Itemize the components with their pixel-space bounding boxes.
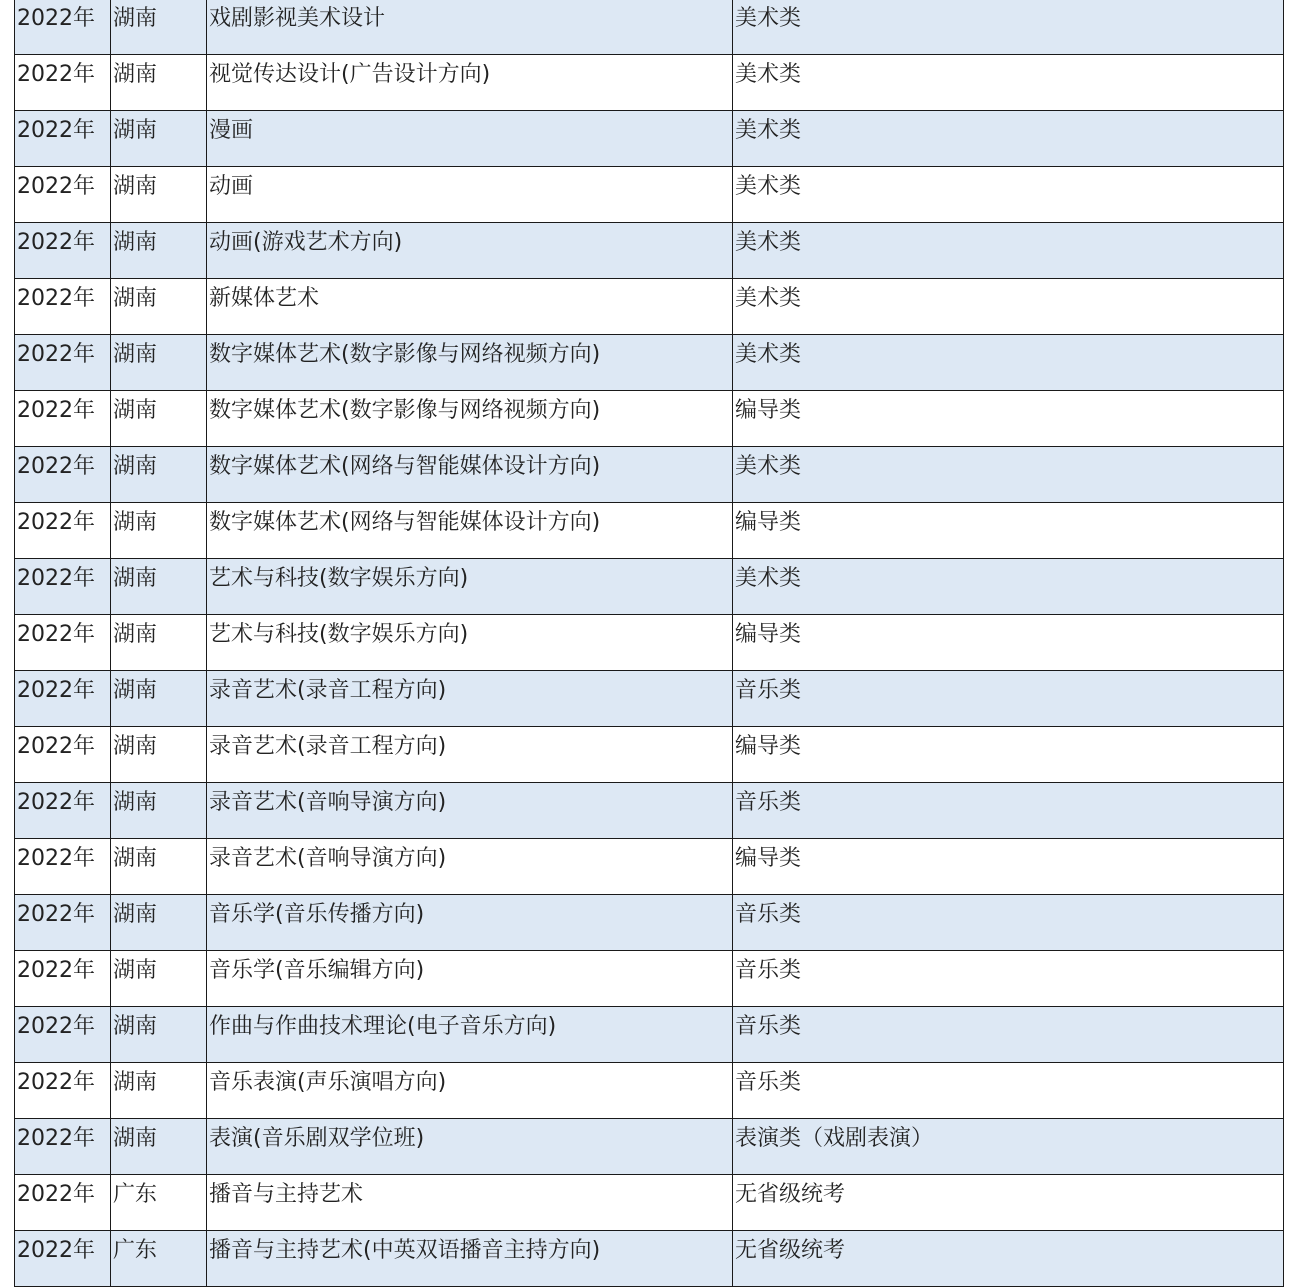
year-cell: 2022年	[15, 559, 111, 615]
major-cell: 音乐表演(声乐演唱方向)	[207, 1063, 733, 1119]
category-cell: 美术类	[733, 55, 1284, 111]
major-cell: 漫画	[207, 111, 733, 167]
major-cell: 音乐学(音乐编辑方向)	[207, 951, 733, 1007]
category-cell: 编导类	[733, 727, 1284, 783]
province-cell: 广东	[111, 1231, 207, 1287]
year-cell: 2022年	[15, 615, 111, 671]
table-row	[15, 111, 1284, 167]
category-cell: 音乐类	[733, 895, 1284, 951]
admissions-table-container	[14, 0, 1283, 1287]
major-cell: 录音艺术(录音工程方向)	[207, 727, 733, 783]
major-cell: 戏剧影视美术设计	[207, 0, 733, 55]
table-row	[15, 895, 1284, 951]
category-cell: 无省级统考	[733, 1231, 1284, 1287]
year-cell: 2022年	[15, 671, 111, 727]
province-cell: 湖南	[111, 727, 207, 783]
province-cell: 湖南	[111, 391, 207, 447]
table-row	[15, 503, 1284, 559]
table-row	[15, 671, 1284, 727]
major-cell: 作曲与作曲技术理论(电子音乐方向)	[207, 1007, 733, 1063]
year-cell: 2022年	[15, 727, 111, 783]
year-cell: 2022年	[15, 783, 111, 839]
category-cell: 美术类	[733, 0, 1284, 55]
year-cell: 2022年	[15, 167, 111, 223]
category-cell: 无省级统考	[733, 1175, 1284, 1231]
table-row	[15, 1175, 1284, 1231]
year-cell: 2022年	[15, 1007, 111, 1063]
table-row	[15, 391, 1284, 447]
category-cell: 美术类	[733, 447, 1284, 503]
province-cell: 湖南	[111, 1063, 207, 1119]
year-cell: 2022年	[15, 1063, 111, 1119]
year-cell: 2022年	[15, 951, 111, 1007]
category-cell: 美术类	[733, 279, 1284, 335]
table-row	[15, 223, 1284, 279]
major-cell: 动画(游戏艺术方向)	[207, 223, 733, 279]
category-cell: 编导类	[733, 391, 1284, 447]
major-cell: 播音与主持艺术(中英双语播音主持方向)	[207, 1231, 733, 1287]
table-row	[15, 615, 1284, 671]
province-cell: 广东	[111, 1175, 207, 1231]
category-cell: 音乐类	[733, 671, 1284, 727]
table-row	[15, 335, 1284, 391]
category-cell: 音乐类	[733, 1007, 1284, 1063]
major-cell: 数字媒体艺术(网络与智能媒体设计方向)	[207, 447, 733, 503]
year-cell: 2022年	[15, 1175, 111, 1231]
table-row	[15, 1231, 1284, 1287]
year-cell: 2022年	[15, 0, 111, 55]
category-cell: 美术类	[733, 167, 1284, 223]
major-cell: 录音艺术(音响导演方向)	[207, 783, 733, 839]
year-cell: 2022年	[15, 223, 111, 279]
major-cell: 艺术与科技(数字娱乐方向)	[207, 559, 733, 615]
year-cell: 2022年	[15, 55, 111, 111]
table-row	[15, 0, 1284, 55]
major-cell: 数字媒体艺术(数字影像与网络视频方向)	[207, 335, 733, 391]
province-cell: 湖南	[111, 895, 207, 951]
province-cell: 湖南	[111, 615, 207, 671]
table-row	[15, 1119, 1284, 1175]
year-cell: 2022年	[15, 1119, 111, 1175]
province-cell: 湖南	[111, 951, 207, 1007]
province-cell: 湖南	[111, 111, 207, 167]
province-cell: 湖南	[111, 503, 207, 559]
province-cell: 湖南	[111, 1007, 207, 1063]
major-cell: 数字媒体艺术(数字影像与网络视频方向)	[207, 391, 733, 447]
table-row	[15, 559, 1284, 615]
table-row	[15, 839, 1284, 895]
category-cell: 编导类	[733, 615, 1284, 671]
major-cell: 播音与主持艺术	[207, 1175, 733, 1231]
year-cell: 2022年	[15, 391, 111, 447]
table-row	[15, 279, 1284, 335]
year-cell: 2022年	[15, 839, 111, 895]
province-cell: 湖南	[111, 1119, 207, 1175]
major-cell: 数字媒体艺术(网络与智能媒体设计方向)	[207, 503, 733, 559]
year-cell: 2022年	[15, 895, 111, 951]
major-cell: 音乐学(音乐传播方向)	[207, 895, 733, 951]
year-cell: 2022年	[15, 447, 111, 503]
major-cell: 录音艺术(音响导演方向)	[207, 839, 733, 895]
year-cell: 2022年	[15, 335, 111, 391]
category-cell: 音乐类	[733, 1063, 1284, 1119]
province-cell: 湖南	[111, 839, 207, 895]
major-cell: 视觉传达设计(广告设计方向)	[207, 55, 733, 111]
category-cell: 编导类	[733, 839, 1284, 895]
major-cell: 动画	[207, 167, 733, 223]
category-cell: 美术类	[733, 335, 1284, 391]
province-cell: 湖南	[111, 671, 207, 727]
table-row	[15, 167, 1284, 223]
major-cell: 表演(音乐剧双学位班)	[207, 1119, 733, 1175]
year-cell: 2022年	[15, 1231, 111, 1287]
province-cell: 湖南	[111, 167, 207, 223]
table-row	[15, 55, 1284, 111]
province-cell: 湖南	[111, 335, 207, 391]
major-cell: 录音艺术(录音工程方向)	[207, 671, 733, 727]
province-cell: 湖南	[111, 447, 207, 503]
table-row	[15, 1007, 1284, 1063]
category-cell: 音乐类	[733, 783, 1284, 839]
table-row	[15, 783, 1284, 839]
table-row	[15, 1063, 1284, 1119]
category-cell: 美术类	[733, 111, 1284, 167]
major-cell: 艺术与科技(数字娱乐方向)	[207, 615, 733, 671]
year-cell: 2022年	[15, 279, 111, 335]
year-cell: 2022年	[15, 111, 111, 167]
province-cell: 湖南	[111, 559, 207, 615]
table-row	[15, 951, 1284, 1007]
category-cell: 美术类	[733, 223, 1284, 279]
province-cell: 湖南	[111, 783, 207, 839]
major-cell: 新媒体艺术	[207, 279, 733, 335]
category-cell: 美术类	[733, 559, 1284, 615]
table-row	[15, 727, 1284, 783]
table-body	[15, 0, 1284, 1287]
category-cell: 表演类（戏剧表演）	[733, 1119, 1284, 1175]
table-row	[15, 447, 1284, 503]
category-cell: 音乐类	[733, 951, 1284, 1007]
province-cell: 湖南	[111, 0, 207, 55]
category-cell: 编导类	[733, 503, 1284, 559]
province-cell: 湖南	[111, 223, 207, 279]
admissions-table	[14, 0, 1284, 1287]
year-cell: 2022年	[15, 503, 111, 559]
province-cell: 湖南	[111, 55, 207, 111]
province-cell: 湖南	[111, 279, 207, 335]
